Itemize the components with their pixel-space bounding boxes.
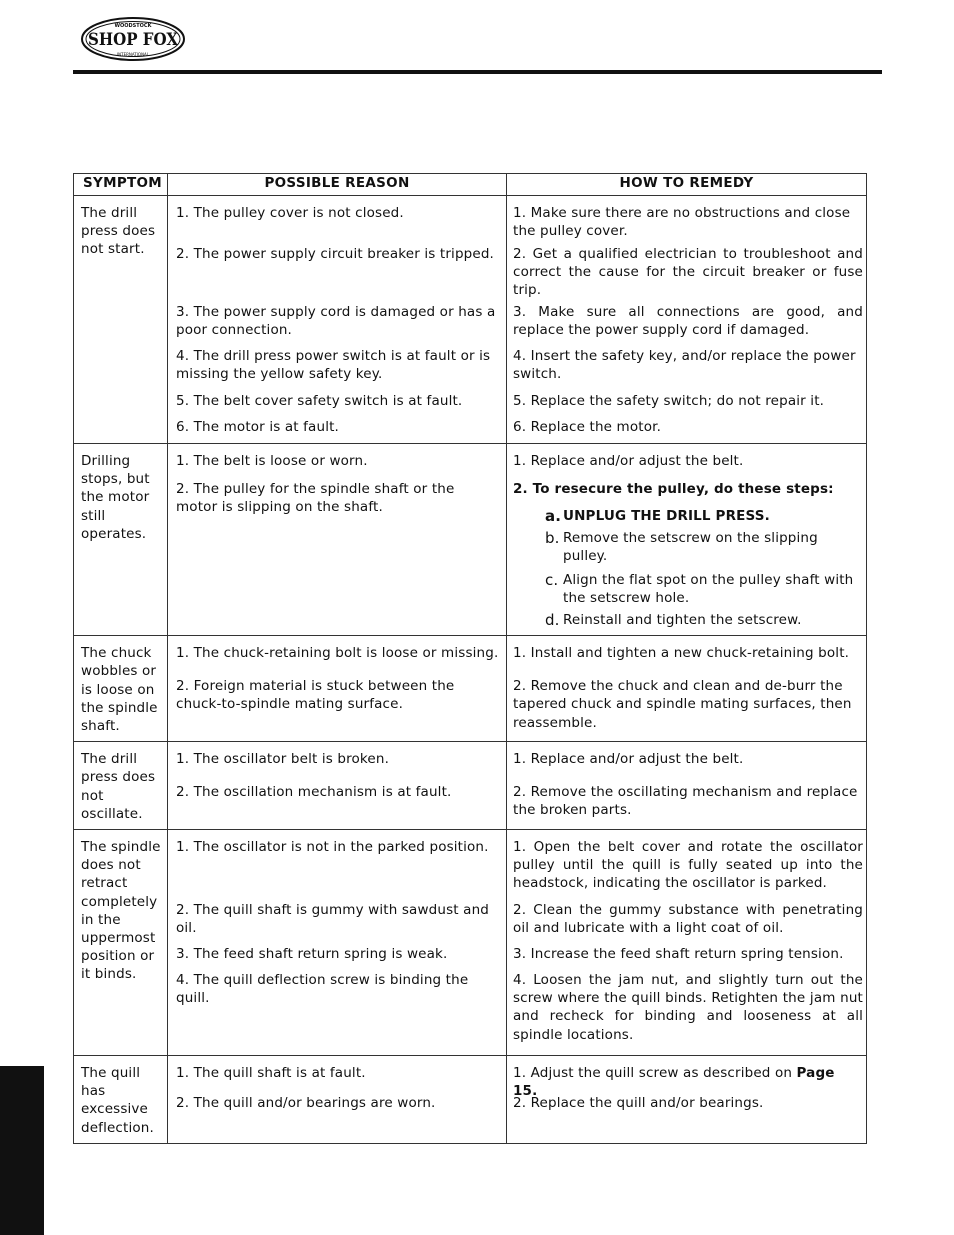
symptom-cell: The drill press does not start.	[74, 196, 168, 444]
table-row	[74, 742, 867, 830]
header-rule	[73, 70, 882, 74]
substep-item	[513, 529, 863, 571]
table-row	[74, 636, 867, 742]
substep-text: UNPLUG THE DRILL PRESS.	[563, 508, 770, 524]
reason-item: 4. The quill deflection screw is binding the quill.	[176, 972, 469, 1007]
reason-cell	[168, 636, 507, 742]
reason-item: 1. The chuck-retaining bolt is loose or missing.	[176, 645, 499, 662]
substep-item	[513, 611, 863, 629]
remedy-cell	[507, 636, 867, 742]
reason-item: 5. The belt cover safety switch is at fault.	[176, 393, 463, 409]
remedy-item: 4. Loosen the jam nut, and slightly turn out the screw where the quill binds. Retighten the jam nut and recheck for binding and looseness at all spindle locations.	[513, 972, 863, 1043]
reason-cell	[168, 196, 507, 444]
symptom-cell: Drilling stops, but the motor still operates.	[74, 444, 168, 636]
remedy-cell	[507, 1056, 867, 1144]
reason-item: 2. Foreign material is stuck between the chuck-to-spindle mating surface.	[176, 678, 455, 713]
substep-item	[513, 571, 863, 611]
remedy-cell	[507, 742, 867, 830]
remedy-cell	[507, 830, 867, 1056]
symptom-cell: The chuck wobbles or is loose on the spindle shaft.	[74, 636, 168, 742]
reason-item: 2. The quill shaft is gummy with sawdust and oil.	[176, 902, 490, 937]
side-section-tab	[0, 1066, 44, 1235]
reason-item: 2. The power supply circuit breaker is tripped.	[176, 246, 494, 262]
logo-wordmark: SHOP FOX	[88, 30, 179, 50]
substep-text: Align the flat spot on the pulley shaft with the setscrew hole.	[563, 572, 854, 607]
reason-item: 1. The quill shaft is at fault.	[176, 1065, 366, 1082]
symptom-cell: The quill has excessive deflection.	[74, 1056, 168, 1144]
remedy-item: 2. Get a qualified electrician to troubleshoot and correct the cause for the circuit breaker or fuse trip.	[513, 246, 863, 299]
reason-cell	[168, 1056, 507, 1144]
remedy-item: 3. Increase the feed shaft return spring tension.	[513, 946, 844, 963]
remedy-item: 2. To resecure the pulley, do these steps:	[513, 481, 834, 497]
remedy-item: 4. Insert the safety key, and/or replace the power switch.	[513, 348, 856, 383]
remedy-item: 5. Replace the safety switch; do not repair it.	[513, 393, 825, 409]
remedy-item	[513, 1064, 863, 1100]
reason-item: 1. The belt is loose or worn.	[176, 453, 368, 469]
symptom-cell: The drill press does not oscillate.	[74, 742, 168, 830]
reason-item: 1. The pulley cover is not closed.	[176, 205, 404, 221]
substep-item	[513, 507, 863, 529]
remedy-item: 2. Remove the oscillating mechanism and replace the broken parts.	[513, 784, 858, 819]
reason-cell	[168, 830, 507, 1056]
reason-item: 2. The pulley for the spindle shaft or the motor is slipping on the shaft.	[176, 481, 455, 516]
remedy-item: 1. Install and tighten a new chuck-retaining bolt.	[513, 645, 850, 662]
table-row	[74, 196, 867, 444]
remedy-item: 1. Open the belt cover and rotate the oscillator pulley until the quill is fully seated up into the headstock, indicating the oscillator is parked.	[513, 839, 863, 892]
reason-item: 6. The motor is at fault.	[176, 419, 339, 435]
substep-text: Remove the setscrew on the slipping pulley.	[563, 530, 818, 565]
substep-label: a.	[545, 507, 562, 525]
remedy-item: 6. Replace the motor.	[513, 419, 662, 435]
substep-label: b.	[545, 529, 560, 547]
table-row	[74, 444, 867, 636]
reason-item: 4. The drill press power switch is at fault or is missing the yellow safety key.	[176, 348, 491, 383]
remedy-item: 3. Make sure all connections are good, and replace the power supply cord if damaged.	[513, 304, 863, 339]
remedy-item: 1. Make sure there are no obstructions and close the pulley cover.	[513, 205, 851, 240]
table-row	[74, 1056, 867, 1144]
symptom-cell: The spindle does not retract completely in the uppermost position or it binds.	[74, 830, 168, 1056]
substep-text: Reinstall and tighten the setscrew.	[563, 612, 802, 628]
reason-cell	[168, 444, 507, 636]
shop-fox-logo	[80, 16, 186, 62]
substep-label: d.	[545, 611, 560, 629]
reason-cell	[168, 742, 507, 830]
remedy-item: 2. Remove the chuck and clean and de-burr the tapered chuck and spindle mating surfaces, then reassemble.	[513, 678, 852, 731]
reason-item: 3. The feed shaft return spring is weak.	[176, 946, 448, 963]
remedy-item: 2. Replace the quill and/or bearings.	[513, 1095, 764, 1112]
header-possible-reason: POSSIBLE REASON	[168, 174, 507, 196]
table-row	[74, 830, 867, 1056]
remedy-cell	[507, 444, 867, 636]
remedy-cell	[507, 196, 867, 444]
reason-item: 1. The oscillator belt is broken.	[176, 751, 390, 768]
header-how-to-remedy: HOW TO REMEDY	[507, 174, 867, 196]
remedy-item: 1. Replace and/or adjust the belt.	[513, 751, 744, 768]
logo-arc-top: WOODSTOCK	[114, 23, 152, 29]
troubleshooting-table	[73, 173, 867, 1144]
logo-arc-bottom: INTERNATIONAL	[116, 52, 150, 57]
reason-item: 2. The quill and/or bearings are worn.	[176, 1095, 436, 1112]
remedy-text: 1. Adjust the quill screw as described on	[513, 1065, 797, 1082]
substep-label: c.	[545, 571, 559, 589]
page-reference: Page 15.	[513, 1065, 835, 1100]
reason-item: 3. The power supply cord is damaged or has a poor connection.	[176, 304, 496, 339]
header-symptom: SYMPTOM	[74, 174, 168, 196]
table-header-row	[74, 174, 867, 196]
reason-item: 2. The oscillation mechanism is at fault.	[176, 784, 452, 801]
remedy-item: 1. Replace and/or adjust the belt.	[513, 453, 744, 469]
reason-item: 1. The oscillator is not in the parked position.	[176, 839, 489, 856]
remedy-item: 2. Clean the gummy substance with penetrating oil and lubricate with a light coat of oil.	[513, 902, 863, 937]
